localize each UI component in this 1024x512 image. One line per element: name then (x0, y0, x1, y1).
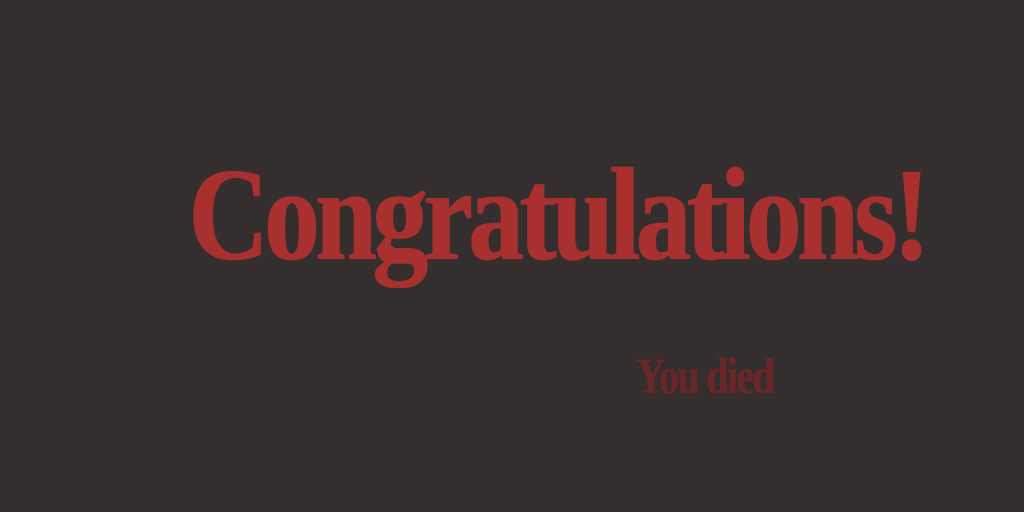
game-over-subtitle: You died (636, 349, 773, 405)
game-over-title: Congratulations! (188, 140, 926, 288)
